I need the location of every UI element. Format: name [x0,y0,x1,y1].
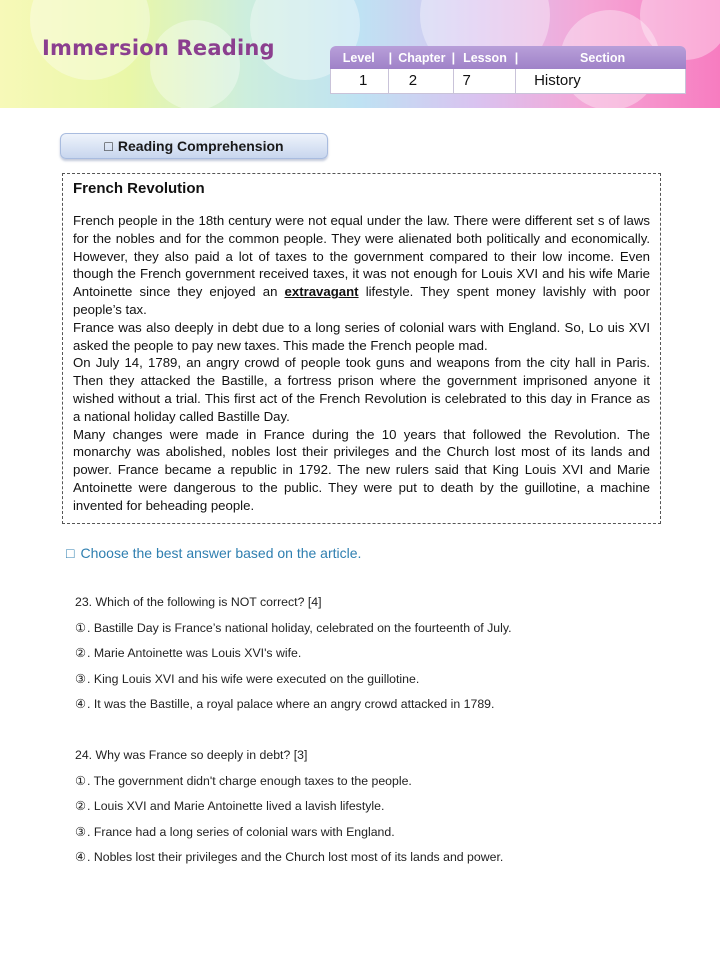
lesson-value: 7 [454,69,516,93]
question-prompt: 23. Which of the following is NOT correct? [4] [75,595,322,609]
article-title: French Revolution [73,180,205,197]
level-column-label: Level [342,50,375,65]
question-prompt: 24. Why was France so deeply in debt? [3] [75,748,308,762]
answer-option[interactable]: ①. The government didn't charge enough taxes to the people. [75,773,412,788]
article-paragraph: French people in the 18th century were not equal under the law. There were different set s of laws for the nobles and for the common people. They were alienated both politically and economically. However, they also paid a lot of taxes to the government compared to their low income. Even though the French government received taxes, it was not enough for Louis XVI and his wife Marie Antoinette since they enjoyed an extravagant lifestyle. They spent money lavishly with poor people’s tax. [73,213,650,317]
reading-comprehension-tab [60,133,328,159]
keyword-extravagant: extravagant [284,284,359,300]
answer-option[interactable]: ④. Nobles lost their privileges and the Church lost most of its lands and power. [75,850,504,864]
section-column-label: Section [580,50,626,65]
question-23 [75,594,512,722]
chapter-column-label: Chapter [398,50,446,65]
header-banner [0,0,720,108]
section-value: History [534,72,581,89]
lesson-info-values [330,69,686,94]
chapter-value: 2 [389,69,455,93]
lesson-info-header: Level | Chapter | Lesson | Section [330,46,686,69]
level-value: 1 [331,69,389,93]
brand-logo: Immersion Reading [42,36,275,60]
article-body [73,212,650,515]
answer-option[interactable]: ③. France had a long series of colonial wars with England. [75,824,395,839]
question-24 [75,747,503,875]
instruction-text: □ Choose the best answer based on the article. [66,545,362,561]
answer-option[interactable]: ③. King Louis XVI and his wife were executed on the guillotine. [75,671,420,686]
article-paragraph: France was also deeply in debt due to a long series of colonial wars with England. So, Lo uis XVI asked the people to pay new taxes. This made the French people mad. [73,319,650,353]
lesson-column-label: Lesson [463,50,507,65]
answer-option[interactable]: ②. Marie Antoinette was Louis XVI's wife. [75,646,302,660]
article-paragraph: Many changes were made in France during the 10 years that followed the Revolution. The monarchy was abolished, nobles lost their privileges and the Church lost most of its lands and power. France became a republic in 1792. The new rulers said that King Louis XVI and Marie Antoinette were dangerous to the public. They were put to death by the guillotine, a machine invented for beheading people. [73,426,650,513]
article-paragraph: On July 14, 1789, an angry crowd of people took guns and weapons from the city hall in Paris. Then they attacked the Bastille, a fortress prison where the government imprisoned anyone it wished without a trial. This first act of the French Revolution is celebrated to this day in France as a national holiday called Bastille Day. [73,355,650,424]
answer-option[interactable]: ②. Louis XVI and Marie Antoinette lived a lavish lifestyle. [75,799,385,813]
section-tab-label: Reading Comprehension [117,138,284,154]
checkbox-icon: □ [66,545,75,561]
answer-option[interactable]: ④. It was the Bastille, a royal palace where an angry crowd attacked in 1789. [75,697,495,711]
checkbox-icon: □ [104,138,113,154]
lesson-info-table [330,46,686,94]
article-box [62,173,661,524]
answer-option[interactable]: ①. Bastille Day is France’s national holiday, celebrated on the fourteenth of July. [75,620,512,635]
